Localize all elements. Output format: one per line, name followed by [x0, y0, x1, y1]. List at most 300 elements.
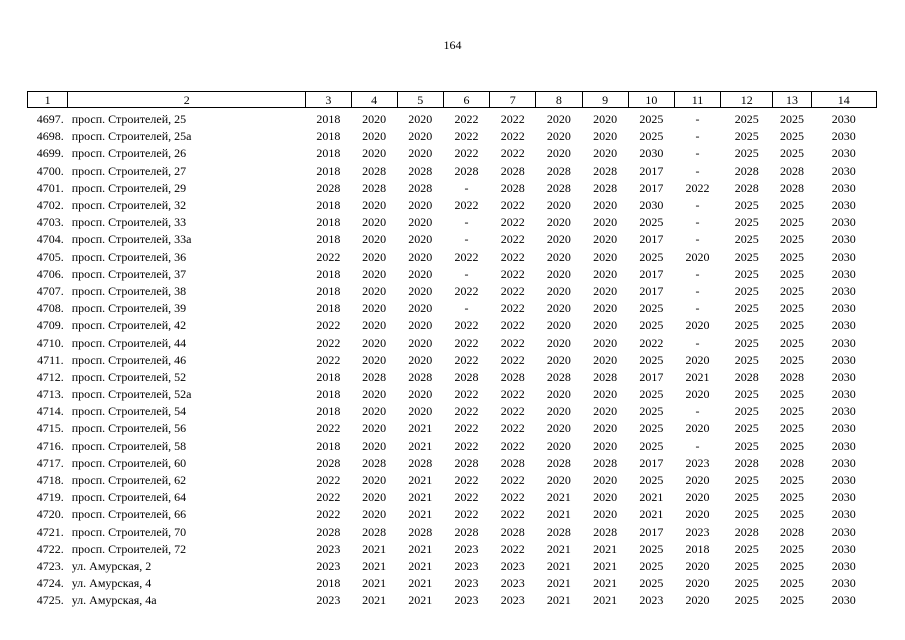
- year-cell: 2020: [546, 301, 571, 316]
- year-cell: -: [464, 180, 469, 195]
- table-row: [28, 369, 877, 386]
- column-header: 11: [674, 92, 720, 108]
- year-cell: 2025: [639, 404, 664, 419]
- year-cell: 2025: [779, 352, 804, 367]
- table-row: [28, 283, 877, 300]
- year-cell: 2020: [408, 232, 433, 247]
- year-cell: 2025: [779, 318, 804, 333]
- year-cell: 2022: [500, 541, 525, 556]
- year-cell: 2021: [593, 576, 618, 591]
- year-cell: 2017: [639, 232, 664, 247]
- row-number: 4698.: [36, 129, 64, 144]
- column-header: 7: [490, 92, 536, 108]
- year-cell: 2022: [454, 387, 479, 402]
- year-cell: 2022: [454, 146, 479, 161]
- year-cell: 2028: [362, 455, 387, 470]
- year-cell: 2021: [639, 507, 664, 522]
- year-cell: 2020: [546, 283, 571, 298]
- year-cell: 2021: [408, 576, 433, 591]
- year-cell: -: [464, 301, 469, 316]
- table-row: [28, 438, 877, 455]
- year-cell: 2025: [779, 146, 804, 161]
- year-cell: 2025: [734, 421, 759, 436]
- year-cell: 2025: [779, 249, 804, 264]
- year-cell: 2020: [685, 473, 710, 488]
- year-cell: 2025: [779, 387, 804, 402]
- year-cell: 2018: [316, 266, 341, 281]
- year-cell: 2030: [639, 198, 664, 213]
- year-cell: 2021: [593, 593, 618, 608]
- address-cell: ул. Амурская, 2: [71, 558, 152, 573]
- year-cell: 2022: [500, 421, 525, 436]
- year-cell: -: [695, 283, 700, 298]
- year-cell: 2028: [779, 369, 804, 384]
- year-cell: 2021: [408, 473, 433, 488]
- column-header: 13: [773, 92, 811, 108]
- table-row: [28, 108, 877, 129]
- year-cell: 2030: [831, 438, 856, 453]
- year-cell: 2025: [779, 541, 804, 556]
- year-cell: 2025: [779, 198, 804, 213]
- year-cell: 2020: [593, 249, 618, 264]
- year-cell: 2030: [639, 146, 664, 161]
- year-cell: 2028: [454, 524, 479, 539]
- year-cell: 2022: [454, 421, 479, 436]
- year-cell: 2020: [593, 198, 618, 213]
- year-cell: 2025: [779, 438, 804, 453]
- year-cell: 2025: [734, 266, 759, 281]
- year-cell: 2022: [316, 352, 341, 367]
- year-cell: -: [695, 215, 700, 230]
- year-cell: -: [695, 129, 700, 144]
- year-cell: 2018: [316, 369, 341, 384]
- year-cell: 2020: [408, 112, 433, 127]
- year-cell: 2020: [546, 129, 571, 144]
- year-cell: 2025: [734, 283, 759, 298]
- year-cell: 2025: [779, 507, 804, 522]
- row-number: 4708.: [36, 301, 64, 316]
- year-cell: 2020: [408, 198, 433, 213]
- year-cell: 2021: [546, 576, 571, 591]
- table-row: [28, 403, 877, 420]
- year-cell: -: [695, 198, 700, 213]
- year-cell: 2025: [639, 541, 664, 556]
- table-row: [28, 541, 877, 558]
- year-cell: 2022: [500, 232, 525, 247]
- address-cell: просп. Строителей, 44: [71, 335, 187, 350]
- year-cell: 2020: [546, 112, 571, 127]
- year-cell: 2020: [408, 146, 433, 161]
- year-cell: 2025: [639, 112, 664, 127]
- year-cell: 2021: [408, 593, 433, 608]
- year-cell: 2022: [500, 352, 525, 367]
- address-cell: просп. Строителей, 58: [71, 438, 187, 453]
- year-cell: 2028: [593, 455, 618, 470]
- year-cell: 2017: [639, 455, 664, 470]
- year-cell: 2020: [593, 335, 618, 350]
- year-cell: 2020: [593, 490, 618, 505]
- year-cell: 2022: [500, 473, 525, 488]
- address-cell: просп. Строителей, 32: [71, 198, 187, 213]
- year-cell: 2030: [831, 318, 856, 333]
- year-cell: 2020: [362, 404, 387, 419]
- year-cell: 2025: [639, 421, 664, 436]
- row-number: 4712.: [36, 369, 64, 384]
- year-cell: 2020: [685, 421, 710, 436]
- year-cell: 2030: [831, 421, 856, 436]
- year-cell: 2022: [500, 198, 525, 213]
- year-cell: 2030: [831, 215, 856, 230]
- year-cell: 2030: [831, 249, 856, 264]
- year-cell: 2020: [685, 593, 710, 608]
- table-row: [28, 145, 877, 162]
- year-cell: 2025: [639, 129, 664, 144]
- year-cell: 2018: [316, 576, 341, 591]
- table-row: [28, 163, 877, 180]
- year-cell: 2028: [500, 524, 525, 539]
- year-cell: 2020: [408, 352, 433, 367]
- year-cell: 2022: [316, 318, 341, 333]
- address-cell: просп. Строителей, 25а: [71, 129, 192, 144]
- year-cell: 2020: [408, 318, 433, 333]
- year-cell: 2020: [685, 576, 710, 591]
- year-cell: 2025: [734, 387, 759, 402]
- year-cell: 2022: [454, 129, 479, 144]
- year-cell: 2021: [546, 490, 571, 505]
- year-cell: 2020: [546, 215, 571, 230]
- year-cell: 2030: [831, 541, 856, 556]
- year-cell: 2025: [734, 490, 759, 505]
- year-cell: 2025: [779, 301, 804, 316]
- address-cell: ул. Амурская, 4: [71, 576, 152, 591]
- address-cell: просп. Строителей, 29: [71, 180, 187, 195]
- table-row: [28, 317, 877, 334]
- year-cell: 2022: [500, 283, 525, 298]
- address-cell: просп. Строителей, 56: [71, 421, 187, 436]
- year-cell: 2020: [362, 438, 387, 453]
- year-cell: 2028: [362, 180, 387, 195]
- year-cell: 2020: [593, 473, 618, 488]
- year-cell: 2018: [316, 215, 341, 230]
- column-header: 5: [397, 92, 443, 108]
- year-cell: 2020: [546, 473, 571, 488]
- address-cell: просп. Строителей, 66: [71, 507, 187, 522]
- year-cell: 2022: [500, 490, 525, 505]
- year-cell: 2020: [685, 249, 710, 264]
- year-cell: 2020: [362, 232, 387, 247]
- year-cell: 2028: [593, 163, 618, 178]
- table-row: [28, 197, 877, 214]
- address-cell: ул. Амурская, 4а: [71, 593, 157, 608]
- year-cell: 2020: [408, 387, 433, 402]
- year-cell: 2017: [639, 283, 664, 298]
- year-cell: 2017: [639, 524, 664, 539]
- year-cell: 2028: [779, 180, 804, 195]
- year-cell: 2022: [454, 404, 479, 419]
- year-cell: 2028: [454, 369, 479, 384]
- year-cell: 2025: [779, 266, 804, 281]
- year-cell: 2022: [500, 404, 525, 419]
- year-cell: 2022: [454, 249, 479, 264]
- page-number: 164: [443, 38, 462, 52]
- year-cell: 2023: [685, 524, 710, 539]
- year-cell: -: [695, 301, 700, 316]
- year-cell: 2030: [831, 576, 856, 591]
- year-cell: 2020: [362, 112, 387, 127]
- year-cell: 2021: [546, 507, 571, 522]
- year-cell: 2020: [593, 421, 618, 436]
- address-cell: просп. Строителей, 60: [71, 455, 187, 470]
- row-number: 4725.: [36, 593, 64, 608]
- year-cell: 2028: [593, 524, 618, 539]
- table-row: [28, 266, 877, 283]
- column-header: 4: [351, 92, 397, 108]
- year-cell: 2022: [454, 352, 479, 367]
- table-row: [28, 472, 877, 489]
- year-cell: 2021: [362, 576, 387, 591]
- year-cell: 2030: [831, 455, 856, 470]
- address-cell: просп. Строителей, 52: [71, 369, 187, 384]
- year-cell: 2025: [639, 249, 664, 264]
- year-cell: 2030: [831, 266, 856, 281]
- year-cell: 2021: [546, 541, 571, 556]
- row-number: 4704.: [36, 232, 64, 247]
- year-cell: 2025: [734, 404, 759, 419]
- year-cell: 2021: [408, 558, 433, 573]
- year-cell: 2030: [831, 301, 856, 316]
- year-cell: 2028: [316, 524, 341, 539]
- year-cell: 2018: [685, 541, 710, 556]
- year-cell: 2022: [454, 438, 479, 453]
- year-cell: 2022: [316, 507, 341, 522]
- year-cell: 2028: [546, 180, 571, 195]
- year-cell: 2028: [593, 369, 618, 384]
- year-cell: -: [695, 146, 700, 161]
- year-cell: -: [695, 266, 700, 281]
- year-cell: 2023: [454, 593, 479, 608]
- year-cell: 2030: [831, 129, 856, 144]
- year-cell: 2021: [593, 541, 618, 556]
- row-number: 4705.: [36, 249, 64, 264]
- year-cell: 2020: [408, 283, 433, 298]
- year-cell: 2020: [546, 249, 571, 264]
- year-cell: 2030: [831, 335, 856, 350]
- address-cell: просп. Строителей, 64: [71, 490, 187, 505]
- year-cell: 2028: [408, 163, 433, 178]
- year-cell: 2030: [831, 198, 856, 213]
- year-cell: 2025: [639, 576, 664, 591]
- year-cell: 2022: [639, 335, 664, 350]
- year-cell: 2022: [500, 146, 525, 161]
- year-cell: 2020: [362, 318, 387, 333]
- year-cell: 2025: [779, 558, 804, 573]
- year-cell: 2020: [593, 112, 618, 127]
- year-cell: 2025: [639, 215, 664, 230]
- year-cell: 2020: [408, 249, 433, 264]
- year-cell: 2020: [593, 318, 618, 333]
- year-cell: 2020: [546, 318, 571, 333]
- year-cell: 2028: [316, 180, 341, 195]
- row-number: 4700.: [36, 163, 64, 178]
- year-cell: 2028: [408, 180, 433, 195]
- year-cell: 2021: [408, 507, 433, 522]
- year-cell: 2030: [831, 558, 856, 573]
- year-cell: 2022: [316, 249, 341, 264]
- year-cell: 2020: [685, 318, 710, 333]
- year-cell: -: [695, 163, 700, 178]
- table-row: [28, 455, 877, 472]
- year-cell: 2025: [639, 301, 664, 316]
- year-cell: 2021: [408, 421, 433, 436]
- year-cell: 2022: [316, 473, 341, 488]
- year-cell: 2020: [593, 352, 618, 367]
- table-row: [28, 558, 877, 575]
- year-cell: 2025: [734, 232, 759, 247]
- year-cell: 2030: [831, 369, 856, 384]
- year-cell: 2028: [779, 163, 804, 178]
- year-cell: 2020: [685, 558, 710, 573]
- year-cell: 2021: [546, 593, 571, 608]
- year-cell: 2022: [500, 215, 525, 230]
- column-header: 12: [721, 92, 773, 108]
- year-cell: 2020: [362, 473, 387, 488]
- year-cell: 2020: [408, 129, 433, 144]
- table-row: [28, 334, 877, 351]
- year-cell: 2021: [408, 490, 433, 505]
- year-cell: 2025: [734, 352, 759, 367]
- year-cell: 2020: [408, 404, 433, 419]
- table-row: [28, 249, 877, 266]
- year-cell: 2020: [408, 266, 433, 281]
- year-cell: 2025: [734, 215, 759, 230]
- row-number: 4715.: [36, 421, 64, 436]
- year-cell: 2025: [734, 558, 759, 573]
- year-cell: 2028: [500, 455, 525, 470]
- year-cell: 2020: [593, 438, 618, 453]
- year-cell: 2020: [593, 387, 618, 402]
- address-cell: просп. Строителей, 52а: [71, 387, 192, 402]
- year-cell: 2025: [734, 318, 759, 333]
- year-cell: 2028: [734, 163, 759, 178]
- data-table: [27, 91, 877, 609]
- year-cell: 2023: [500, 576, 525, 591]
- year-cell: 2022: [500, 438, 525, 453]
- year-cell: 2020: [593, 301, 618, 316]
- year-cell: 2025: [734, 473, 759, 488]
- year-cell: 2021: [546, 558, 571, 573]
- column-header: 9: [582, 92, 628, 108]
- year-cell: -: [464, 232, 469, 247]
- year-cell: 2025: [734, 301, 759, 316]
- address-cell: просп. Строителей, 33: [71, 215, 187, 230]
- year-cell: 2025: [779, 593, 804, 608]
- year-cell: 2028: [408, 524, 433, 539]
- column-header: 10: [628, 92, 674, 108]
- table-row: [28, 386, 877, 403]
- year-cell: 2017: [639, 180, 664, 195]
- address-cell: просп. Строителей, 46: [71, 352, 187, 367]
- year-cell: 2025: [779, 215, 804, 230]
- year-cell: 2022: [500, 249, 525, 264]
- year-cell: 2025: [639, 318, 664, 333]
- year-cell: 2030: [831, 180, 856, 195]
- year-cell: 2020: [593, 507, 618, 522]
- year-cell: 2025: [734, 146, 759, 161]
- year-cell: 2025: [734, 576, 759, 591]
- year-cell: 2020: [362, 387, 387, 402]
- address-cell: просп. Строителей, 36: [71, 249, 187, 264]
- year-cell: 2022: [500, 335, 525, 350]
- column-header: 1: [28, 92, 68, 108]
- year-cell: 2022: [685, 180, 710, 195]
- year-cell: 2022: [500, 507, 525, 522]
- year-cell: 2020: [546, 352, 571, 367]
- year-cell: 2018: [316, 129, 341, 144]
- year-cell: 2028: [500, 369, 525, 384]
- year-cell: 2025: [734, 438, 759, 453]
- year-cell: 2022: [454, 507, 479, 522]
- year-cell: 2018: [316, 387, 341, 402]
- year-cell: 2020: [685, 387, 710, 402]
- year-cell: 2020: [593, 129, 618, 144]
- year-cell: 2020: [593, 404, 618, 419]
- table-row: [28, 128, 877, 145]
- table-row: [28, 180, 877, 197]
- year-cell: 2020: [593, 266, 618, 281]
- year-cell: 2021: [408, 438, 433, 453]
- year-cell: 2020: [362, 146, 387, 161]
- year-cell: 2028: [593, 180, 618, 195]
- year-cell: 2023: [685, 455, 710, 470]
- address-cell: просп. Строителей, 70: [71, 524, 187, 539]
- year-cell: 2028: [546, 369, 571, 384]
- row-number: 4717.: [36, 455, 64, 470]
- year-cell: 2030: [831, 404, 856, 419]
- year-cell: 2022: [454, 198, 479, 213]
- year-cell: 2020: [546, 266, 571, 281]
- year-cell: 2023: [639, 593, 664, 608]
- year-cell: 2020: [362, 490, 387, 505]
- year-cell: 2017: [639, 163, 664, 178]
- year-cell: 2021: [408, 541, 433, 556]
- year-cell: 2020: [362, 352, 387, 367]
- row-number: 4721.: [36, 524, 64, 539]
- address-cell: просп. Строителей, 38: [71, 283, 187, 298]
- column-header: 3: [306, 92, 351, 108]
- address-cell: просп. Строителей, 26: [71, 146, 187, 161]
- year-cell: 2020: [546, 421, 571, 436]
- row-number: 4713.: [36, 387, 64, 402]
- year-cell: 2018: [316, 301, 341, 316]
- row-number: 4711.: [37, 352, 64, 367]
- row-number: 4719.: [36, 490, 64, 505]
- year-cell: 2028: [454, 163, 479, 178]
- year-cell: 2022: [454, 473, 479, 488]
- row-number: 4702.: [36, 198, 64, 213]
- year-cell: -: [464, 215, 469, 230]
- year-cell: 2025: [734, 335, 759, 350]
- year-cell: 2025: [779, 232, 804, 247]
- year-cell: 2020: [546, 232, 571, 247]
- table-row: [28, 506, 877, 523]
- column-header: 2: [68, 92, 306, 108]
- year-cell: 2028: [362, 369, 387, 384]
- year-cell: 2028: [546, 163, 571, 178]
- year-cell: 2022: [500, 301, 525, 316]
- year-cell: 2028: [779, 524, 804, 539]
- year-cell: 2022: [316, 490, 341, 505]
- year-cell: 2020: [408, 215, 433, 230]
